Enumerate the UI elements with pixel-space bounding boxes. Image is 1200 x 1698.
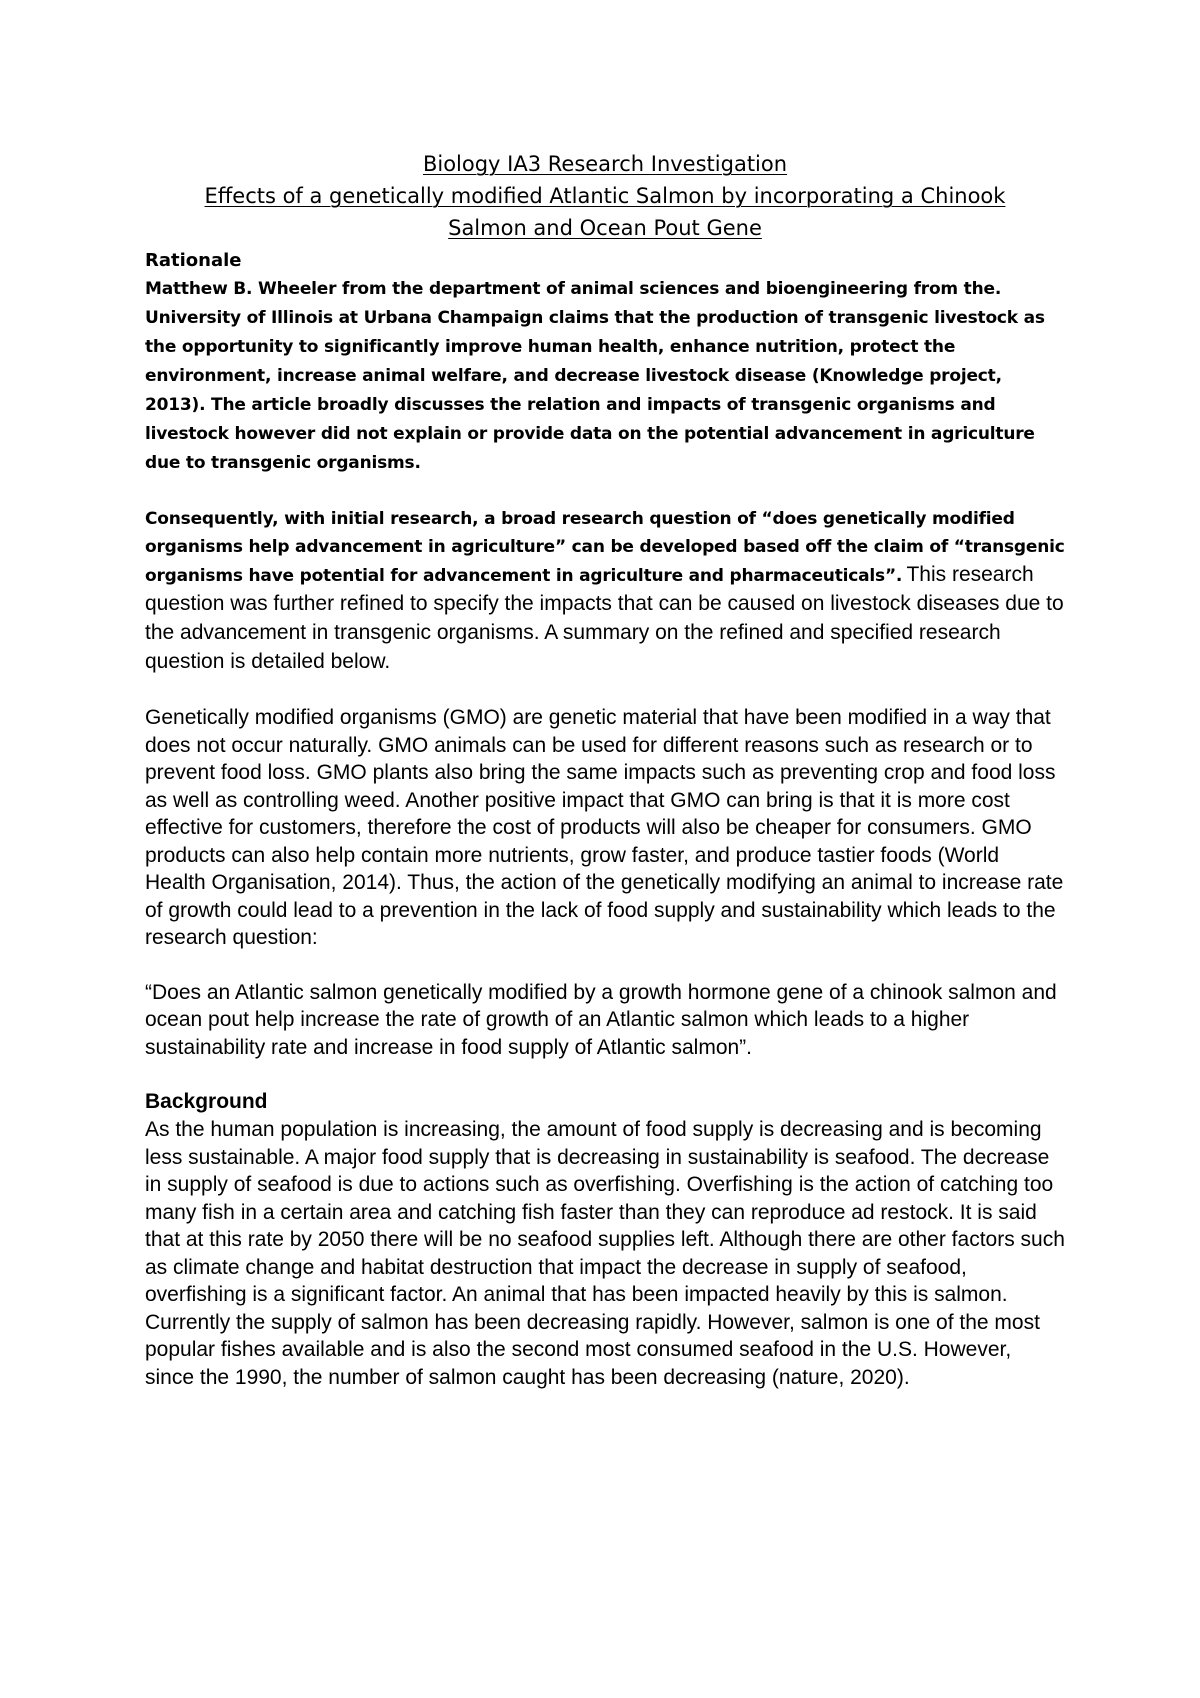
rationale-paragraph-2 xyxy=(145,505,1065,677)
background-heading: Background xyxy=(145,1090,268,1113)
background-paragraph-1: As the human population is increasing, the amount of food supply is decreasing and is becoming less sustainable. A major food supply that is decreasing in sustainability is seafood. The decrease in supply of seafood is due to actions such as overfishing. Overfishing is the action of catching too many fish in a certain area and catching fish faster than they can reproduce ad restock. It is said that at this rate by 2050 there will be no seafood supplies left. Although there are other factors such as climate change and habitat destruction that impact the decrease in supply of seafood, overfishing is a significant factor. An animal that has been impacted heavily by this is salmon. Currently the supply of salmon has been decreasing rapidly. However, salmon is one of the most popular fishes available and is also the second most consumed seafood in the U.S. However, since the 1990, the number of salmon caught has been decreasing (nature, 2020). xyxy=(145,1118,1065,1389)
research-question: “Does an Atlantic salmon genetically modified by a growth hormone gene of a chinook salmon and ocean pout help increase the rate of growth of an Atlantic salmon which leads to a higher sustainability rate and increase in food supply of Atlantic salmon”. xyxy=(145,980,1057,1059)
rationale-heading: Rationale xyxy=(145,250,242,271)
rationale-paragraph-1: Matthew B. Wheeler from the department of animal sciences and bioengineering from the. University of Illinois at Urbana Champaign claims that the production of transgenic livestock as the opportunity to significantly improve human health, enhance nutrition, protect the environment, increase animal welfare, and decrease livestock disease (Knowledge project, 2013). The article broadly discusses the relation and impacts of transgenic organisms and livestock however did not explain or provide data on the potential advancement in agriculture due to transgenic organisms. xyxy=(145,279,1045,473)
rationale-paragraph-2-bold: Consequently, with initial research, a broad research question of “does genetically modified organisms help advancement in agriculture” can be developed based off the claim of “transgenic organisms have potential for advancement in agriculture and pharmaceuticals”. xyxy=(145,509,1065,586)
title-line-3: Salmon and Ocean Pout Gene xyxy=(448,216,762,240)
title-line-1: Biology IA3 Research Investigation xyxy=(422,152,788,176)
title-line-2: Effects of a genetically modified Atlantic Salmon by incorporating a Chinook xyxy=(204,184,1006,208)
rationale-paragraph-2-regular: This research question was further refined to specify the impacts that can be caused on livestock diseases due to the advancement in transgenic organisms. A summary on the refined and specified research question is detailed below. xyxy=(145,563,1064,673)
document-body xyxy=(145,148,1065,1391)
document-title xyxy=(145,148,1065,244)
rationale-paragraph-3: Genetically modified organisms (GMO) are genetic material that have been modified in a way that does not occur naturally. GMO animals can be used for different reasons such as research or to prevent food loss. GMO plants also bring the same impacts such as preventing crop and food loss as well as controlling weed. Another positive impact that GMO can bring is that it is more cost effective for customers, therefore the cost of products will also be cheaper for consumers. GMO products can also help contain more nutrients, grow faster, and produce tastier foods (World Health Organisation, 2014). Thus, the action of the genetically modifying an animal to increase rate of growth could lead to a prevention in the lack of food supply and sustainability which leads to the research question: xyxy=(145,706,1064,949)
